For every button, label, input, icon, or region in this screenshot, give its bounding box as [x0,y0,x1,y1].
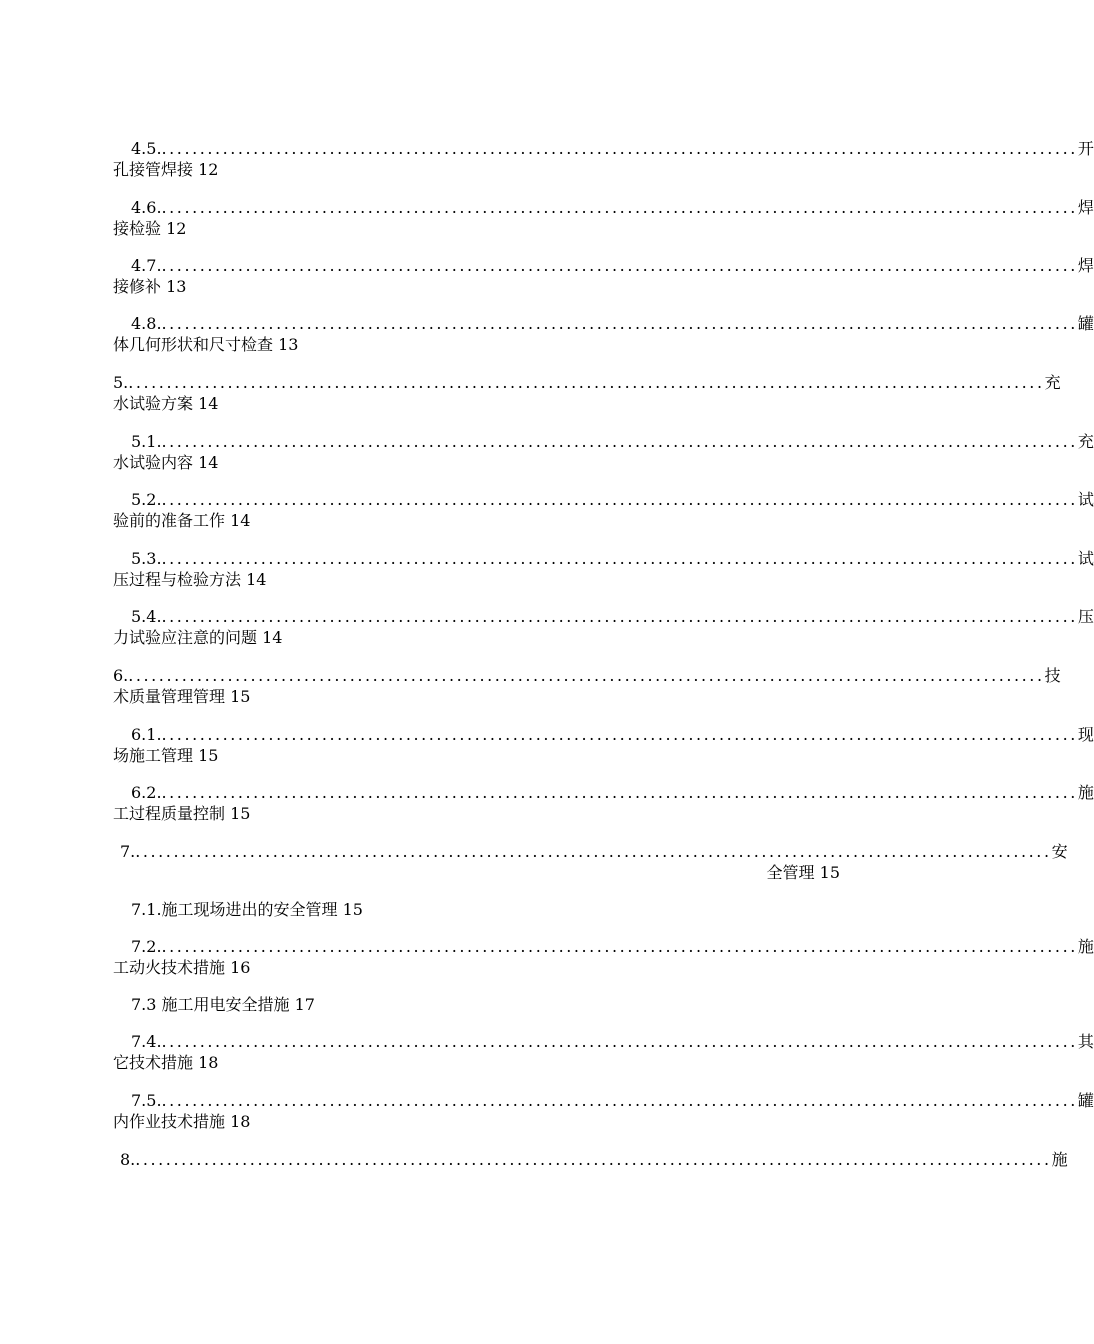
toc-leader-dots: ........................................................................................................................ [128,373,1045,392]
toc-entry-title-start: 焊 [1077,198,1094,217]
toc-entry-title-start: 焊 [1077,256,1094,275]
toc-entry-title-start: 充 [1044,373,1061,392]
toc-entry-title-start: 安 [1051,842,1068,861]
toc-entry-title-rest: 内作业技术措施 18 [113,1112,251,1131]
toc-entry-number: 6.2. [131,783,162,802]
toc-entry-number: 4.8. [131,314,162,333]
toc-entry-title-rest: 全管理 15 [766,863,840,882]
toc-entry-title-rest: 孔接管焊接 12 [113,160,219,179]
toc-entry-title: 7.1.施工现场进出的安全管理 15 [131,900,363,919]
toc-entry-number: 6.1. [131,725,162,744]
toc-entry-title-rest: 体几何形状和尺寸检查 13 [113,335,299,354]
toc-entry-number: 4.5. [131,139,162,158]
toc-entry-title-start: 施 [1077,937,1094,956]
toc-leader-dots: ........................................................................................................................ [161,1091,1078,1110]
toc-leader-dots: ........................................................................................................................ [161,198,1078,217]
toc-entry-title-start: 现 [1077,725,1094,744]
toc-entry-number: 5.2. [131,490,162,509]
toc-entry-number: 5. [113,373,129,392]
toc-entry-title-rest: 工过程质量控制 15 [113,804,251,823]
toc-leader-dots: ........................................................................................................................ [161,432,1078,451]
toc-entry-number: 4.7. [131,256,162,275]
toc-leader-dots: ........................................................................................................................ [161,607,1078,626]
toc-entry-number: 7.2. [131,937,162,956]
toc-leader-dots: ........................................................................................................................ [161,490,1078,509]
toc-entry-number: 8. [120,1150,136,1169]
toc-leader-dots: ........................................................................................................................ [161,256,1078,275]
toc-entry-title-rest: 场施工管理 15 [113,746,219,765]
toc-entry-title: 7.3 施工用电安全措施 17 [131,995,315,1014]
toc-leader-dots: ........................................................................................................................ [161,783,1078,802]
toc-leader-dots: ........................................................................................................................ [161,725,1078,744]
toc-entry-title-rest: 压过程与检验方法 14 [113,570,267,589]
toc-entry-title-rest: 力试验应注意的问题 14 [113,628,283,647]
toc-entry-title-start: 充 [1077,432,1094,451]
toc-entry-number: 4.6. [131,198,162,217]
toc-leader-dots: ........................................................................................................................ [135,842,1052,861]
toc-entry-title-start: 压 [1077,607,1094,626]
toc-leader-dots: ........................................................................................................................ [161,937,1078,956]
toc-entry-title-start: 开 [1077,139,1094,158]
toc-entry-title-rest: 水试验方案 14 [113,394,219,413]
toc-entry-number: 6. [113,666,129,685]
toc-entry-title-start: 罐 [1077,314,1094,333]
toc-entry-number: 7. [120,842,136,861]
toc-entry-title-rest: 术质量管理管理 15 [113,687,251,706]
toc-leader-dots: ........................................................................................................................ [161,1032,1078,1051]
toc-leader-dots: ........................................................................................................................ [135,1150,1052,1169]
toc-entry-title-rest: 接检验 12 [113,219,187,238]
toc-leader-dots: ........................................................................................................................ [161,139,1078,158]
toc-entry-title-start: 其 [1077,1032,1094,1051]
toc-leader-dots: ........................................................................................................................ [128,666,1045,685]
toc-entry-title-rest: 验前的准备工作 14 [113,511,251,530]
toc-entry-number: 5.4. [131,607,162,626]
toc-entry-number: 7.4. [131,1032,162,1051]
toc-entry-title-rest: 水试验内容 14 [113,453,219,472]
toc-entry-title-rest: 它技术措施 18 [113,1053,219,1072]
toc-entry-title-start: 施 [1077,783,1094,802]
toc-entry-number: 5.3. [131,549,162,568]
toc-entry-title-start: 技 [1044,666,1061,685]
toc-leader-dots: ........................................................................................................................ [161,549,1078,568]
toc-entry-number: 7.5. [131,1091,162,1110]
toc-entry-title-start: 试 [1077,549,1094,568]
toc-entry-title-start: 罐 [1077,1091,1094,1110]
toc-leader-dots: ........................................................................................................................ [161,314,1078,333]
toc-entry-title-rest: 接修补 13 [113,277,187,296]
toc-entry-title-rest: 工动火技术措施 16 [113,958,251,977]
toc-entry-title-start: 试 [1077,490,1094,509]
toc-entry-title-start: 施 [1051,1150,1068,1169]
toc-entry-number: 5.1. [131,432,162,451]
